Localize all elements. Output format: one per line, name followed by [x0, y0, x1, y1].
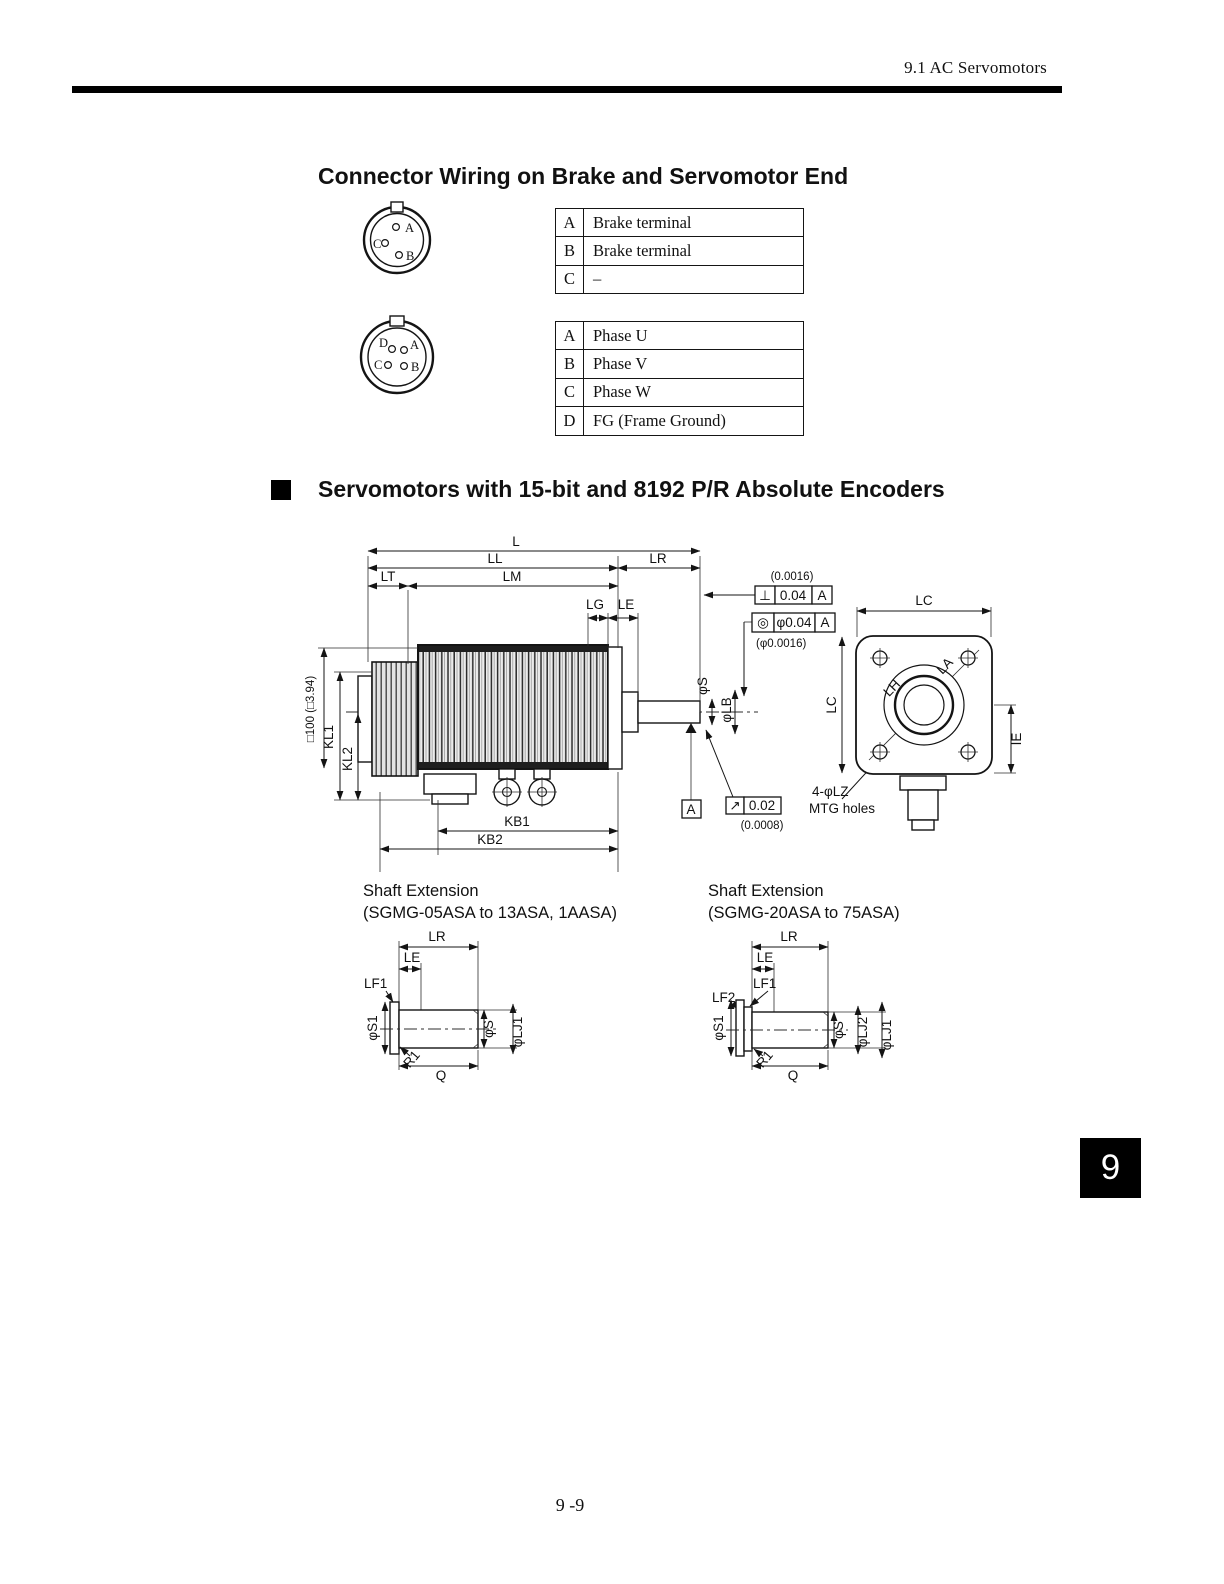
perpendicularity-symbol: ⊥	[759, 588, 771, 603]
pin-label: C	[374, 358, 383, 372]
pin-cell: B	[556, 350, 584, 377]
desc-cell: Brake terminal	[593, 212, 692, 232]
desc-cell: Phase V	[593, 354, 648, 374]
dim-label-lr: LR	[428, 929, 446, 944]
dim-label-kb2: KB2	[477, 832, 503, 847]
concentricity-symbol: ◎	[757, 615, 769, 630]
dim-label-lf2: LF2	[712, 990, 736, 1005]
dim-label-kb1: KB1	[504, 814, 530, 829]
pin-label: C	[373, 237, 382, 251]
desc-cell: Brake terminal	[593, 241, 692, 261]
table-row	[556, 237, 803, 265]
dim-label-lf1: LF1	[364, 976, 388, 991]
dim-label-phi-lj2: φLJ2	[855, 1016, 870, 1048]
datum-label: A	[686, 802, 696, 817]
pin-label: D	[379, 336, 389, 350]
table-row	[556, 379, 803, 407]
runout-symbol: ↗	[729, 798, 741, 813]
motor-side-view	[346, 645, 758, 807]
header-rule	[72, 86, 1062, 93]
shaft-extension-right-subtitle: (SGMG-20ASA to 75ASA)	[708, 904, 900, 922]
dim-label-ie: IE	[1009, 732, 1024, 746]
pin-cell: D	[556, 407, 584, 434]
pin-label: A	[410, 338, 420, 352]
dim-label-q: Q	[435, 1068, 447, 1083]
dim-label-ll: LL	[487, 551, 503, 566]
dim-label-le: LE	[403, 950, 421, 965]
dim-label-phi-s: φS	[695, 677, 710, 695]
dim-label-lg: LG	[585, 597, 605, 612]
encoder-section-title: Servomotors with 15-bit and 8192 P/R Absolute Encoders	[318, 476, 945, 502]
chapter-tab: 9	[1080, 1138, 1141, 1198]
motor-terminal-table	[555, 321, 804, 436]
shaft-extension-left-subtitle: (SGMG-05ASA to 13ASA, 1AASA)	[363, 904, 618, 922]
dim-label-phi-s1: φS1	[365, 1015, 380, 1041]
dim-label-phi-lb: φLB	[719, 697, 734, 723]
dim-label-lr: LR	[649, 551, 667, 566]
pin-cell: B	[556, 237, 584, 264]
section-header: 9.1 AC Servomotors	[904, 58, 1047, 77]
brake-terminal-table	[555, 208, 804, 294]
dim-label-q: Q	[787, 1068, 799, 1083]
pin-cell: A	[556, 322, 584, 349]
page-number: 9 -9	[555, 1495, 585, 1515]
datum-reference: A	[817, 588, 827, 603]
desc-cell: –	[593, 269, 602, 289]
shaft-extension-large-drawing	[711, 929, 894, 1083]
dim-label-lt: LT	[380, 569, 396, 584]
dim-label-la: LA	[933, 654, 956, 678]
desc-cell: Phase U	[593, 325, 648, 345]
tolerance-note: (0.0016)	[770, 571, 814, 583]
tolerance-value: 0.02	[748, 798, 776, 813]
connector-key-notch	[391, 202, 403, 212]
pin-label: B	[406, 249, 415, 263]
dim-label-phi-s1: φS1	[711, 1015, 726, 1041]
dim-label-lr: LR	[780, 929, 798, 944]
dim-label-lf1: LF1	[753, 976, 777, 991]
brake-connector-diagram	[364, 202, 430, 273]
dim-label-le: LE	[617, 597, 635, 612]
tolerance-note: (0.0008)	[740, 820, 784, 832]
flange-front-view	[824, 593, 1024, 830]
tolerance-note: (φ0.0016)	[756, 638, 807, 650]
pin-cell: A	[556, 209, 584, 236]
mtg-holes-label: 4-φLZ	[812, 784, 849, 799]
desc-cell: FG (Frame Ground)	[593, 410, 726, 430]
table-row	[556, 322, 803, 350]
dim-label-lc-top: LC	[915, 593, 933, 608]
shaft-extension-left-title: Shaft Extension	[363, 882, 479, 900]
dim-label-frame-size: □100 (□3.94)	[305, 675, 317, 743]
dim-label-phi-s: φS	[481, 1020, 496, 1038]
dim-label-lh: LH	[880, 676, 904, 700]
dim-label-lm: LM	[502, 569, 522, 584]
desc-cell: Phase W	[593, 382, 651, 402]
dim-label-r1: R1	[753, 1047, 776, 1071]
motor-connector-diagram	[361, 316, 433, 393]
dim-label-kl1: KL1	[321, 724, 336, 750]
servomotor-dimension-drawing	[0, 530, 1224, 1090]
pin-cell: C	[556, 379, 584, 406]
connector-key-notch	[390, 316, 404, 326]
datum-reference: A	[820, 615, 830, 630]
table-row	[556, 350, 803, 378]
dim-label-le: LE	[756, 950, 774, 965]
pin-label: B	[411, 360, 420, 374]
shaft-extension-right-title: Shaft Extension	[708, 882, 824, 900]
pin-cell: C	[556, 266, 584, 293]
tolerance-value: 0.04	[779, 588, 807, 603]
dim-label-lc-side: LC	[824, 696, 839, 714]
shaft-extension-small-drawing	[364, 929, 525, 1083]
table-row	[556, 209, 803, 237]
tolerance-value: φ0.04	[776, 615, 812, 630]
dim-label-r1: R1	[400, 1047, 423, 1071]
table-row	[556, 266, 803, 293]
table-row	[556, 407, 803, 434]
dim-label-l: L	[512, 534, 520, 549]
dim-label-kl2: KL2	[340, 746, 355, 772]
connector-wiring-title: Connector Wiring on Brake and Servomotor End	[318, 163, 849, 189]
pin-label: A	[405, 221, 415, 235]
dim-label-phi-lj1: φLJ1	[879, 1019, 894, 1051]
mtg-holes-label: MTG holes	[809, 801, 876, 816]
dim-label-phi-s: φS	[831, 1021, 846, 1039]
section-bullet-icon	[271, 480, 291, 500]
dim-label-phi-lj1: φLJ1	[510, 1016, 525, 1048]
connector-diagrams	[330, 195, 470, 410]
